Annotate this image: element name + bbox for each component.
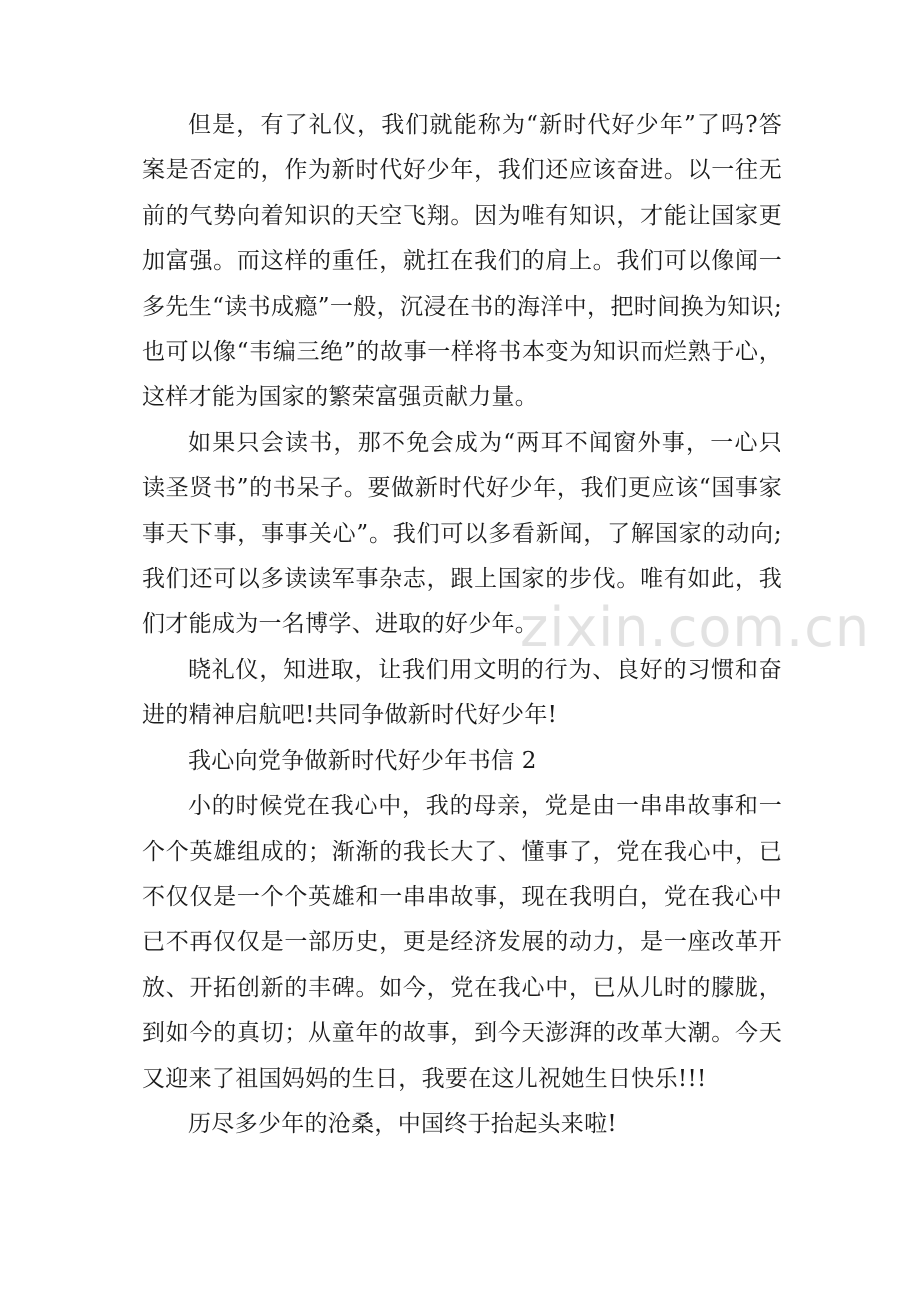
watermark: zixin.com.cn xyxy=(520,596,871,659)
paragraph-3: 晓礼仪，知进取，让我们用文明的行为、良好的习惯和奋进的精神启航吧!共同争做新时代好少年! xyxy=(142,656,782,729)
paragraph-4: 小的时候党在我心中，我的母亲，党是由一串串故事和一个个英雄组成的；渐渐的我长大了、懂事了，党在我心中，已不仅仅是一个个英雄和一串串故事，现在我明白，党在我心中已不再仅仅是一部历史，更是经济发展的动力，是一座改革开放、开拓创新的丰碑。如今，党在我心中，已从儿时的朦胧，到如今的真切；从童年的故事，到今天澎湃的改革大潮。今天又迎来了祖国妈妈的生日，我要在这儿祝她生日快乐!!! xyxy=(142,793,782,1092)
document-body xyxy=(142,103,782,1147)
section-heading: 我心向党争做新时代好少年书信 2 xyxy=(188,747,537,774)
paragraph-5: 历尽多少年的沧桑，中国终于抬起头来啦! xyxy=(188,1110,617,1137)
paragraph-1: 但是，有了礼仪，我们就能称为“新时代好少年”了吗?答案是否定的，作为新时代好少年，我们还应该奋进。以一往无前的气势向着知识的天空飞翔。因为唯有知识，才能让国家更加富强。而这样的重任，就扛在我们的肩上。我们可以像闻一多先生“读书成瘾”一般，沉浸在书的海洋中，把时间换为知识;也可以像“韦编三绝”的故事一样将书本变为知识而烂熟于心，这样才能为国家的繁荣富强贡献力量。 xyxy=(142,112,782,411)
paragraph-2: 如果只会读书，那不免会成为“两耳不闻窗外事，一心只读圣贤书”的书呆子。要做新时代好少年，我们更应该“国事家事天下事，事事关心”。我们可以多看新闻，了解国家的动向;我们还可以多读读军事杂志，跟上国家的步伐。唯有如此，我们才能成为一名博学、进取的好少年。 xyxy=(142,429,782,638)
